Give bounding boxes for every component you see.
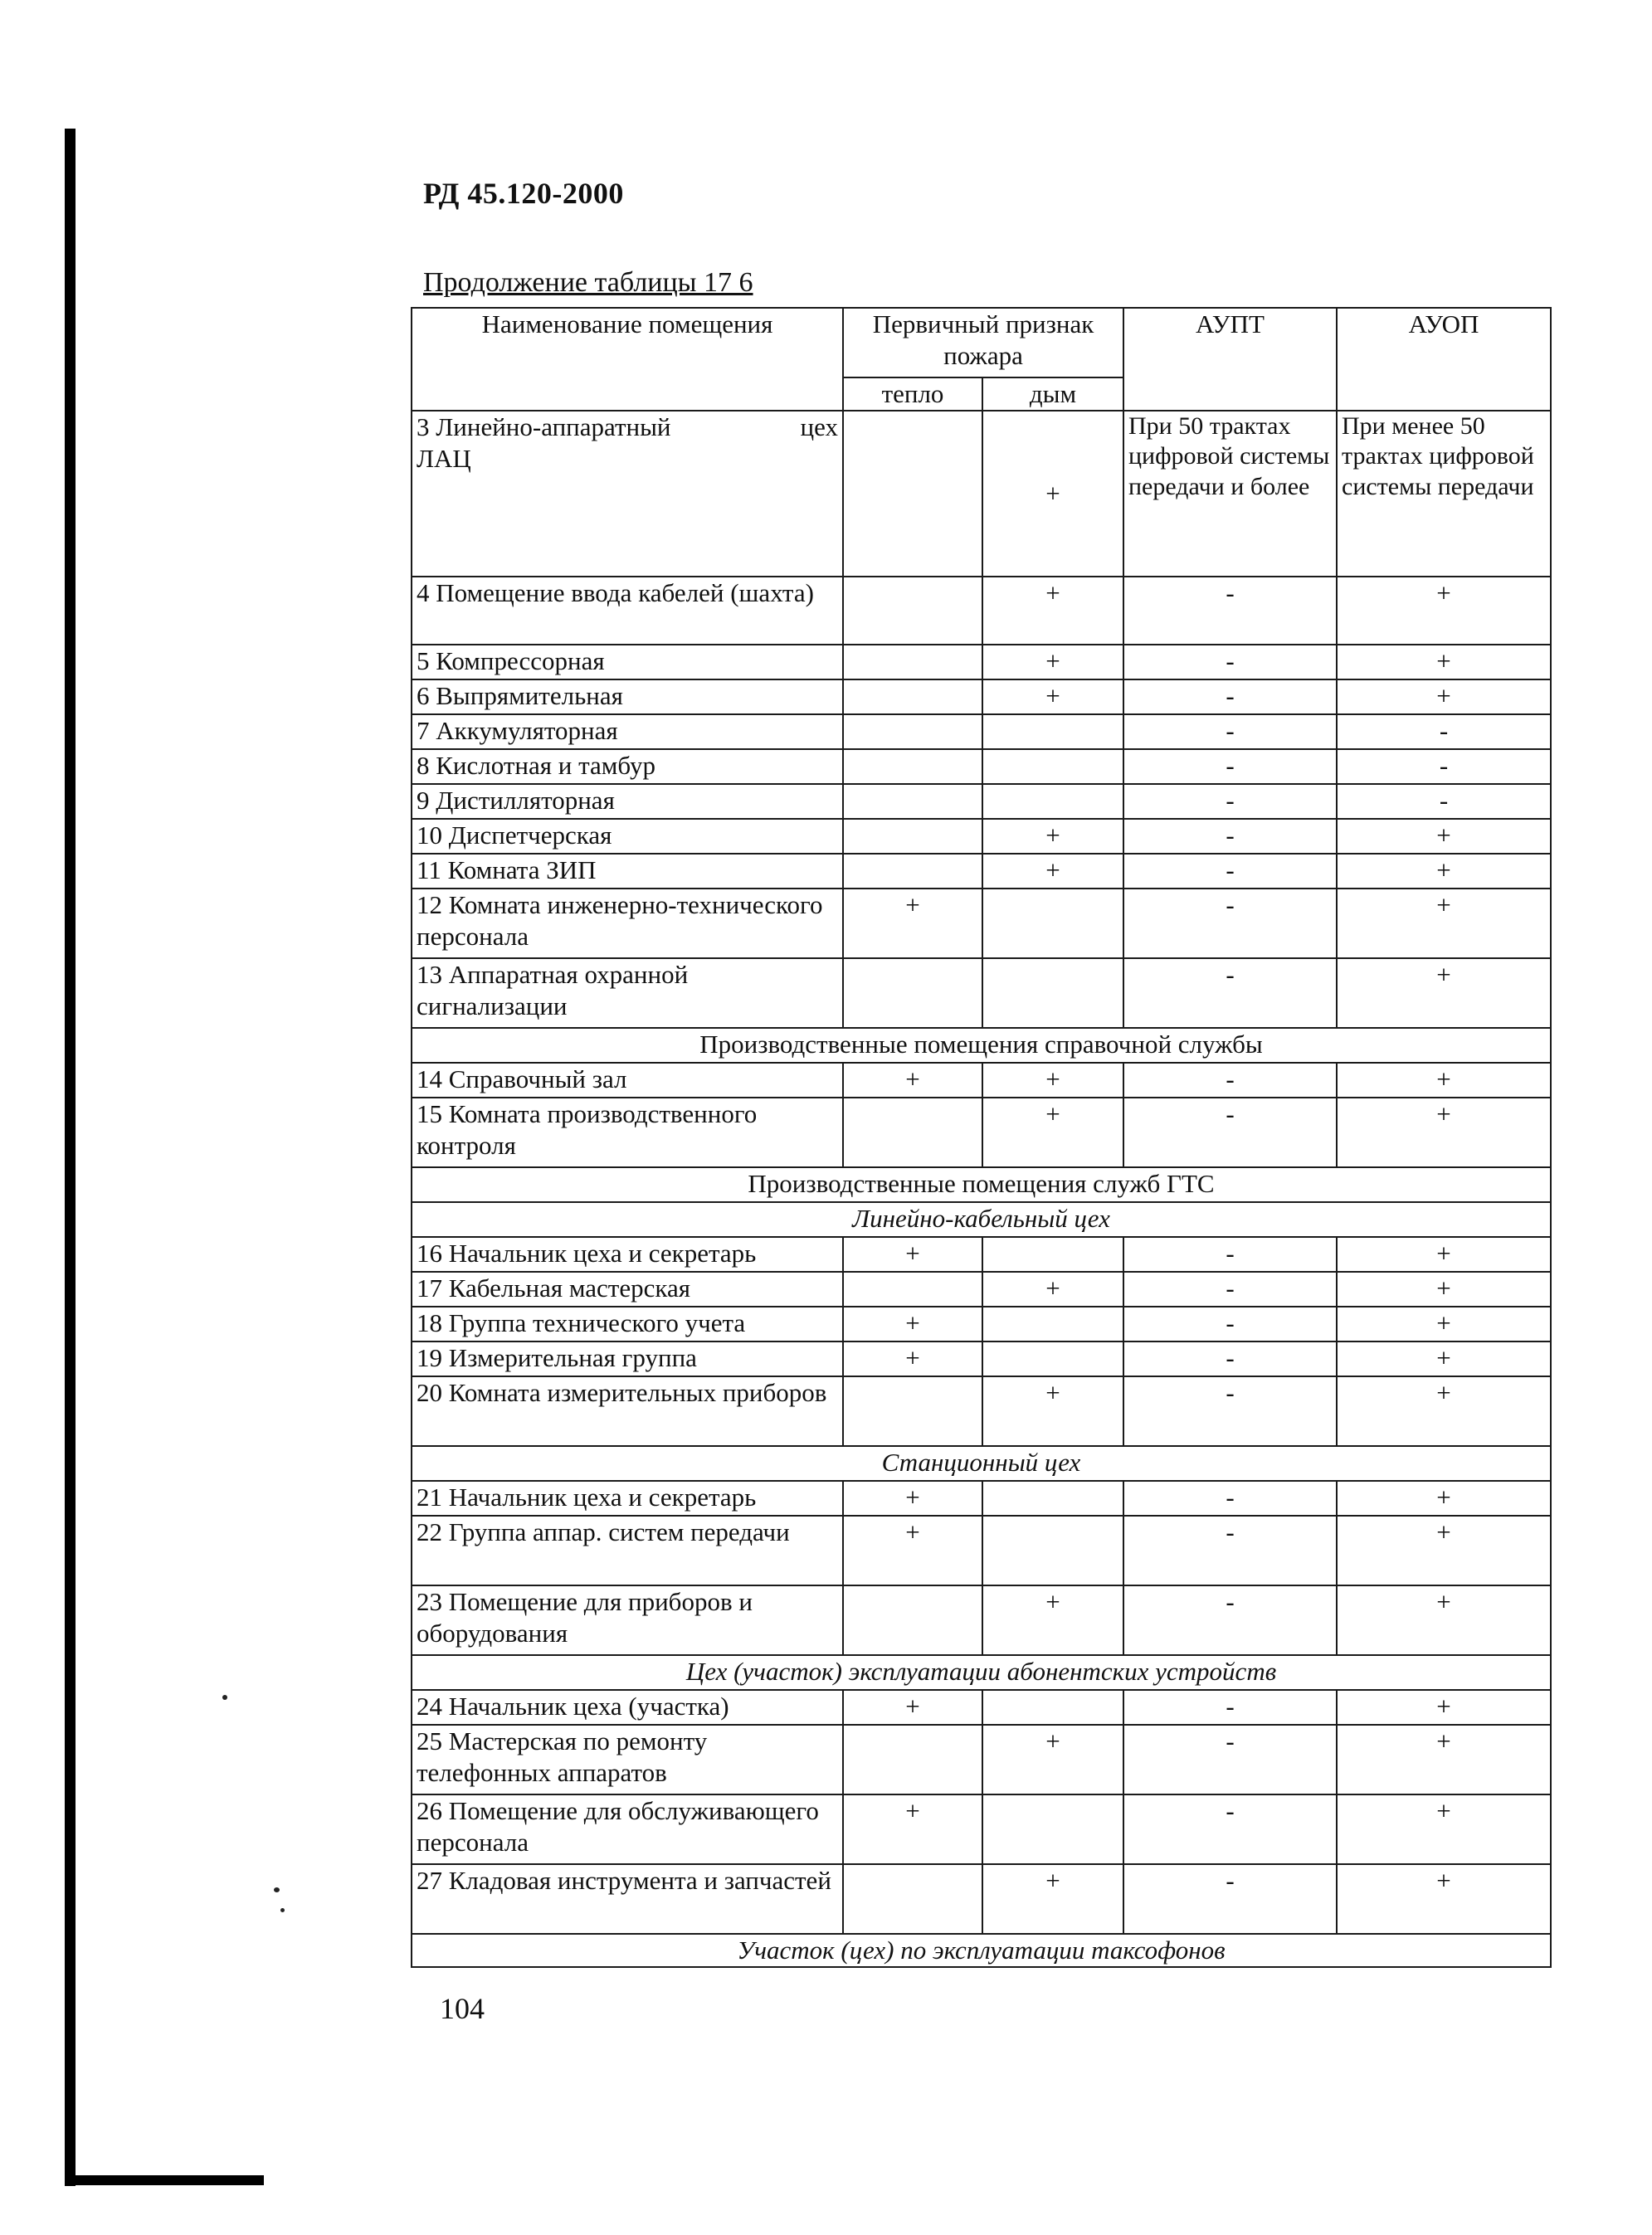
subsection-heading: Участок (цех) по эксплуатации таксофонов — [412, 1934, 1551, 1967]
auop-cell: - — [1337, 714, 1551, 749]
scan-speck — [274, 1887, 280, 1892]
smoke-cell: + — [982, 1272, 1123, 1307]
table-row — [412, 1725, 1551, 1794]
auop-cell: + — [1337, 1585, 1551, 1655]
table-caption: Продолжение таблицы 17 6 — [423, 267, 753, 298]
aupt-cell: - — [1123, 1237, 1337, 1272]
smoke-cell: + — [982, 1725, 1123, 1794]
smoke-cell — [982, 714, 1123, 749]
auop-cell: + — [1337, 1516, 1551, 1585]
heat-cell — [843, 577, 982, 645]
room-name: 16 Начальник цеха и секретарь — [412, 1237, 843, 1272]
smoke-cell — [982, 958, 1123, 1028]
table-row — [412, 854, 1551, 889]
aupt-cell: - — [1123, 1690, 1337, 1725]
room-name: 6 Выпрямительная — [412, 679, 843, 714]
auop-cell: + — [1337, 577, 1551, 645]
heat-cell — [843, 958, 982, 1028]
heat-cell — [843, 1725, 982, 1794]
table-row — [412, 1341, 1551, 1376]
page-number: 104 — [440, 1992, 485, 2025]
auop-cell: + — [1337, 645, 1551, 679]
header-smoke: дым — [982, 377, 1123, 411]
table-row — [412, 1098, 1551, 1167]
room-name: 24 Начальник цеха (участка) — [412, 1690, 843, 1725]
aupt-cell: При 50 трактах цифровой системы передачи и более — [1123, 411, 1337, 577]
heat-cell — [843, 1098, 982, 1167]
table-row — [412, 1585, 1551, 1655]
room-name: 27 Кладовая инструмента и запчастей — [412, 1864, 843, 1934]
header-room-name: Наименование помещения — [412, 308, 843, 411]
subsection-heading: Станционный цех — [412, 1446, 1551, 1481]
auop-cell: + — [1337, 854, 1551, 889]
heat-cell — [843, 784, 982, 819]
aupt-cell: - — [1123, 714, 1337, 749]
heat-cell — [843, 819, 982, 854]
room-name: 9 Дистилляторная — [412, 784, 843, 819]
heat-cell — [843, 749, 982, 784]
heat-cell: + — [843, 889, 982, 958]
aupt-cell: - — [1123, 679, 1337, 714]
auop-cell: + — [1337, 1063, 1551, 1098]
smoke-cell — [982, 749, 1123, 784]
heat-cell: + — [843, 1341, 982, 1376]
table-row — [412, 749, 1551, 784]
scan-border-bottom — [65, 2175, 264, 2185]
auop-cell: + — [1337, 1725, 1551, 1794]
table-row — [412, 1794, 1551, 1864]
section-row — [412, 1655, 1551, 1690]
smoke-cell: + — [982, 577, 1123, 645]
room-name: 3 Линейно-аппаратный цех ЛАЦ — [412, 411, 843, 577]
heat-cell — [843, 1585, 982, 1655]
table-row — [412, 1272, 1551, 1307]
section-heading: Производственные помещения справочной службы — [412, 1028, 1551, 1063]
auop-cell: + — [1337, 958, 1551, 1028]
room-name: 14 Справочный зал — [412, 1063, 843, 1098]
room-name: 8 Кислотная и тамбур — [412, 749, 843, 784]
auop-cell: + — [1337, 1481, 1551, 1516]
aupt-cell: - — [1123, 784, 1337, 819]
table-row — [412, 679, 1551, 714]
auop-cell: При менее 50 трактах цифровой системы передачи — [1337, 411, 1551, 577]
heat-cell: + — [843, 1690, 982, 1725]
table-row — [412, 411, 1551, 577]
auop-cell: + — [1337, 819, 1551, 854]
aupt-cell: - — [1123, 958, 1337, 1028]
fire-protection-table — [411, 307, 1552, 1968]
section-row — [412, 1446, 1551, 1481]
smoke-cell — [982, 1237, 1123, 1272]
table-row — [412, 784, 1551, 819]
room-name: 22 Группа аппар. систем передачи — [412, 1516, 843, 1585]
table-row — [412, 714, 1551, 749]
heat-cell — [843, 854, 982, 889]
table-row — [412, 819, 1551, 854]
auop-cell: - — [1337, 784, 1551, 819]
table-row — [412, 1307, 1551, 1341]
room-name: 18 Группа технического учета — [412, 1307, 843, 1341]
heat-cell — [843, 714, 982, 749]
auop-cell: - — [1337, 749, 1551, 784]
heat-cell: + — [843, 1794, 982, 1864]
auop-cell: + — [1337, 1376, 1551, 1446]
aupt-cell: - — [1123, 1725, 1337, 1794]
aupt-cell: - — [1123, 1516, 1337, 1585]
aupt-cell: - — [1123, 819, 1337, 854]
aupt-cell: - — [1123, 1341, 1337, 1376]
table-row — [412, 1516, 1551, 1585]
room-name: 20 Комната измерительных приборов — [412, 1376, 843, 1446]
room-name: 17 Кабельная мастерская — [412, 1272, 843, 1307]
table-row — [412, 1690, 1551, 1725]
smoke-cell — [982, 1307, 1123, 1341]
section-row — [412, 1202, 1551, 1237]
aupt-cell: - — [1123, 889, 1337, 958]
aupt-cell: - — [1123, 854, 1337, 889]
aupt-cell: - — [1123, 1585, 1337, 1655]
heat-cell — [843, 1864, 982, 1934]
auop-cell: + — [1337, 1307, 1551, 1341]
section-heading: Производственные помещения служб ГТС — [412, 1167, 1551, 1202]
aupt-cell: - — [1123, 1098, 1337, 1167]
table-row — [412, 577, 1551, 645]
table-row — [412, 1376, 1551, 1446]
table-row — [412, 1481, 1551, 1516]
room-name: 26 Помещение для обслуживающего персонала — [412, 1794, 843, 1864]
smoke-cell — [982, 784, 1123, 819]
auop-cell: + — [1337, 679, 1551, 714]
room-name: 10 Диспетчерская — [412, 819, 843, 854]
auop-cell: + — [1337, 1098, 1551, 1167]
heat-cell — [843, 679, 982, 714]
table-row — [412, 645, 1551, 679]
auop-cell: + — [1337, 1341, 1551, 1376]
aupt-cell: - — [1123, 1307, 1337, 1341]
room-name: 13 Аппаратная охранной сигнализации — [412, 958, 843, 1028]
smoke-cell — [982, 889, 1123, 958]
table-row — [412, 889, 1551, 958]
header-auop: АУОП — [1337, 308, 1551, 411]
table-row — [412, 958, 1551, 1028]
auop-cell: + — [1337, 1272, 1551, 1307]
heat-cell — [843, 1272, 982, 1307]
smoke-cell: + — [982, 1864, 1123, 1934]
smoke-cell: + — [982, 1098, 1123, 1167]
heat-cell: + — [843, 1481, 982, 1516]
smoke-cell: + — [982, 819, 1123, 854]
scan-speck — [280, 1908, 285, 1912]
smoke-cell: + — [982, 679, 1123, 714]
room-name: 11 Комната ЗИП — [412, 854, 843, 889]
smoke-cell — [982, 1794, 1123, 1864]
section-row — [412, 1934, 1551, 1967]
smoke-cell: + — [982, 854, 1123, 889]
aupt-cell: - — [1123, 645, 1337, 679]
auop-cell: + — [1337, 1237, 1551, 1272]
header-primary-fire-sign: Первичный признак пожара — [843, 308, 1123, 377]
smoke-cell: + — [982, 411, 1123, 577]
subsection-heading: Цех (участок) эксплуатации абонентских устройств — [412, 1655, 1551, 1690]
aupt-cell: - — [1123, 1481, 1337, 1516]
aupt-cell: - — [1123, 1376, 1337, 1446]
smoke-cell: + — [982, 1063, 1123, 1098]
smoke-cell: + — [982, 1376, 1123, 1446]
heat-cell — [843, 645, 982, 679]
room-name: 12 Комната инженерно-технического персонала — [412, 889, 843, 958]
section-row — [412, 1028, 1551, 1063]
header-aupt: АУПТ — [1123, 308, 1337, 411]
heat-cell: + — [843, 1063, 982, 1098]
heat-cell — [843, 411, 982, 577]
heat-cell — [843, 1376, 982, 1446]
document-code: РД 45.120-2000 — [423, 177, 624, 210]
room-name: 21 Начальник цеха и секретарь — [412, 1481, 843, 1516]
auop-cell: + — [1337, 889, 1551, 958]
room-name: 19 Измерительная группа — [412, 1341, 843, 1376]
aupt-cell: - — [1123, 1272, 1337, 1307]
heat-cell: + — [843, 1237, 982, 1272]
scan-speck — [222, 1695, 227, 1700]
aupt-cell: - — [1123, 1794, 1337, 1864]
room-name: 7 Аккумуляторная — [412, 714, 843, 749]
smoke-cell — [982, 1341, 1123, 1376]
header-heat: тепло — [843, 377, 982, 411]
room-name: 15 Комната производственного контроля — [412, 1098, 843, 1167]
aupt-cell: - — [1123, 1063, 1337, 1098]
heat-cell: + — [843, 1516, 982, 1585]
auop-cell: + — [1337, 1864, 1551, 1934]
scan-border-left — [65, 129, 76, 2186]
smoke-cell: + — [982, 1585, 1123, 1655]
room-name: 4 Помещение ввода кабелей (шахта) — [412, 577, 843, 645]
smoke-cell — [982, 1690, 1123, 1725]
subsection-heading: Линейно-кабельный цех — [412, 1202, 1551, 1237]
aupt-cell: - — [1123, 1864, 1337, 1934]
aupt-cell: - — [1123, 749, 1337, 784]
room-name: 25 Мастерская по ремонту телефонных аппаратов — [412, 1725, 843, 1794]
smoke-cell — [982, 1481, 1123, 1516]
aupt-cell: - — [1123, 577, 1337, 645]
smoke-cell — [982, 1516, 1123, 1585]
table-row — [412, 1063, 1551, 1098]
table-row — [412, 1237, 1551, 1272]
auop-cell: + — [1337, 1794, 1551, 1864]
section-row — [412, 1167, 1551, 1202]
smoke-cell: + — [982, 645, 1123, 679]
table-row — [412, 1864, 1551, 1934]
auop-cell: + — [1337, 1690, 1551, 1725]
room-name: 5 Компрессорная — [412, 645, 843, 679]
heat-cell: + — [843, 1307, 982, 1341]
room-name: 23 Помещение для приборов и оборудования — [412, 1585, 843, 1655]
